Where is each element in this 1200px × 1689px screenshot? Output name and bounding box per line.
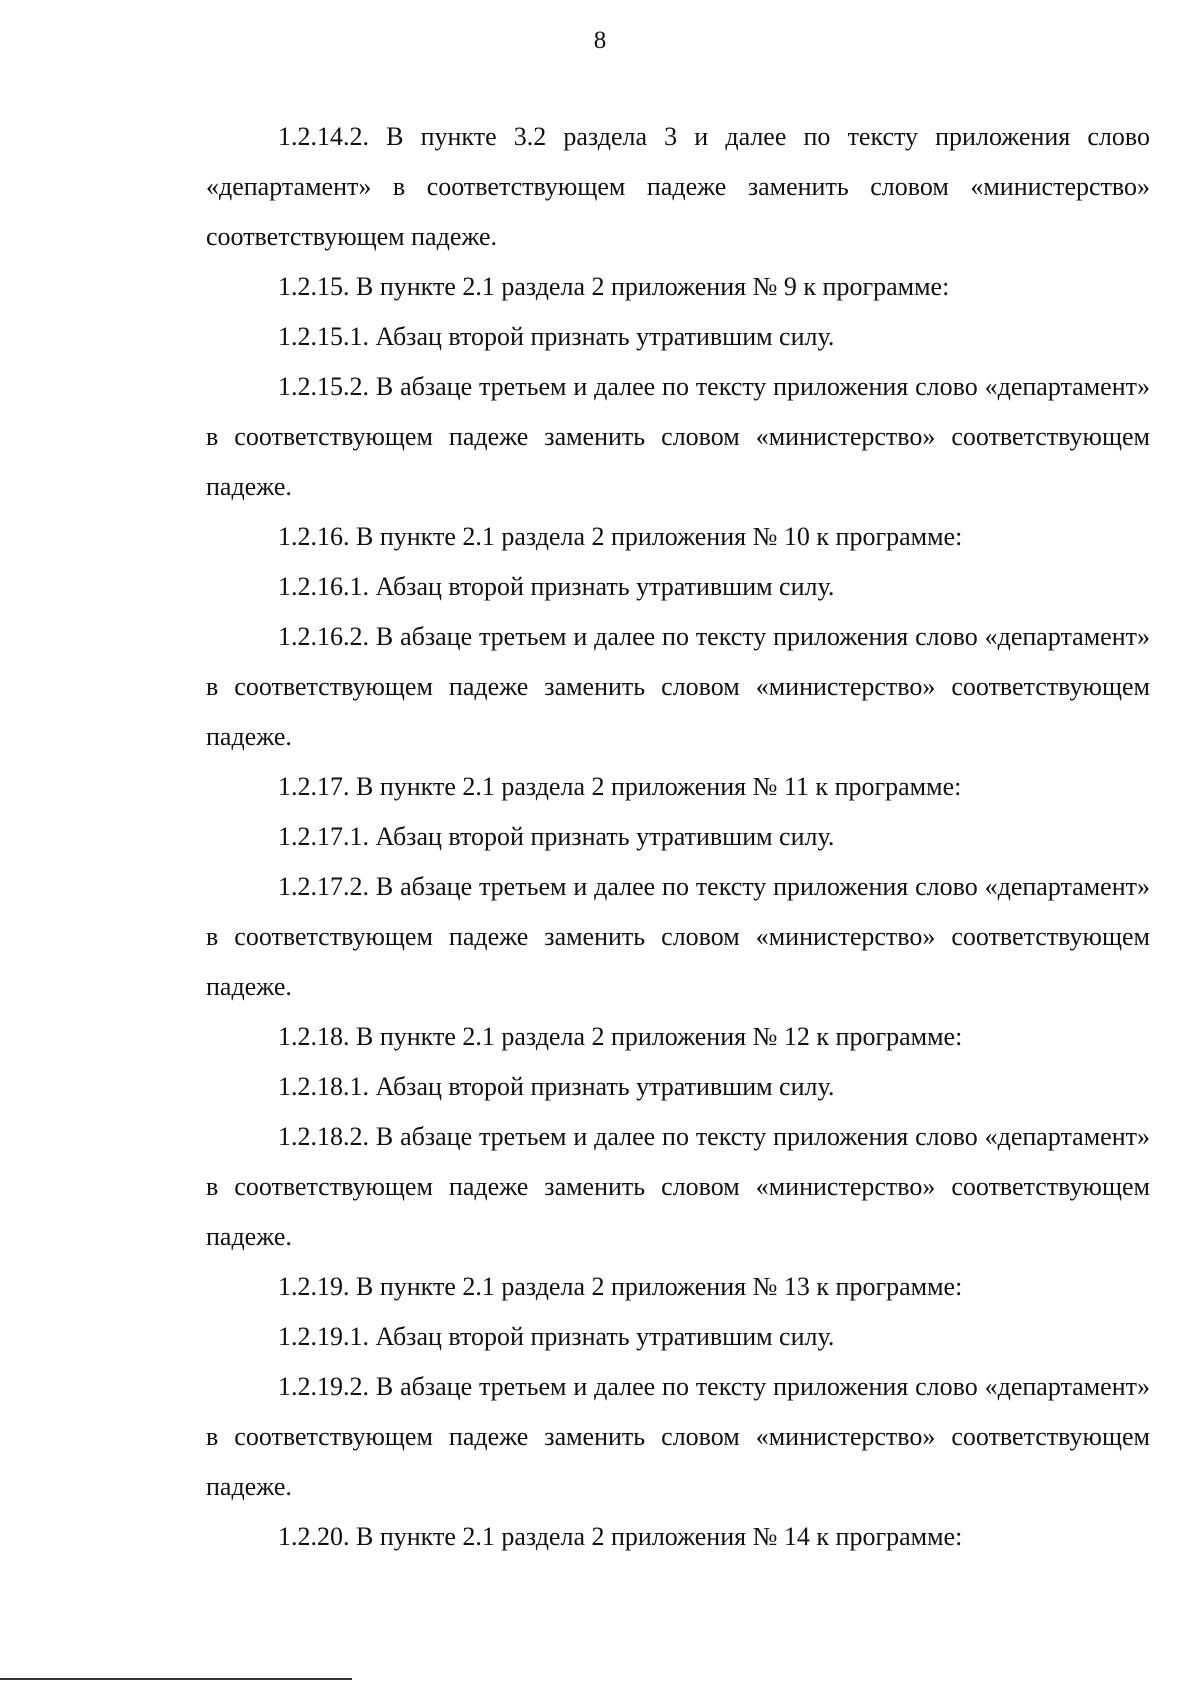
paragraph-1-2-14-2: 1.2.14.2. В пункте 3.2 раздела 3 и далее по тексту приложения слово «департамент» в соответствующем падеже заменить словом «министерство» соответствующем падеже. (206, 122, 1150, 251)
bottom-scan-rule (0, 1678, 352, 1680)
paragraph-1-2-19-1: 1.2.19.1. Абзац второй признать утратившим силу. (278, 1322, 835, 1351)
paragraph-1-2-17: 1.2.17. В пункте 2.1 раздела 2 приложения № 11 к программе: (278, 772, 962, 801)
paragraph-1-2-15-1: 1.2.15.1. Абзац второй признать утратившим силу. (278, 322, 835, 351)
paragraph-1-2-16-1: 1.2.16.1. Абзац второй признать утратившим силу. (278, 572, 835, 601)
paragraph-1-2-16: 1.2.16. В пункте 2.1 раздела 2 приложения № 10 к программе: (278, 522, 963, 551)
paragraph-1-2-15-2: 1.2.15.2. В абзаце третьем и далее по тексту приложения слово «департамент» в соответствующем падеже заменить словом «министерство» соответствующем падеже. (206, 372, 1150, 501)
paragraph-1-2-16-2: 1.2.16.2. В абзаце третьем и далее по тексту приложения слово «департамент» в соответствующем падеже заменить словом «министерство» соответствующем падеже. (206, 622, 1150, 751)
paragraph-1-2-19: 1.2.19. В пункте 2.1 раздела 2 приложения № 13 к программе: (278, 1272, 963, 1301)
paragraph-1-2-19-2: 1.2.19.2. В абзаце третьем и далее по тексту приложения слово «департамент» в соответствующем падеже заменить словом «министерство» соответствующем падеже. (206, 1372, 1150, 1501)
page-number: 8 (593, 27, 607, 54)
paragraph-1-2-15: 1.2.15. В пункте 2.1 раздела 2 приложения № 9 к программе: (278, 272, 950, 301)
paragraph-1-2-20: 1.2.20. В пункте 2.1 раздела 2 приложения № 14 к программе: (278, 1522, 963, 1551)
document-body (206, 112, 1150, 1562)
paragraph-1-2-17-2: 1.2.17.2. В абзаце третьем и далее по тексту приложения слово «департамент» в соответствующем падеже заменить словом «министерство» соответствующем падеже. (206, 872, 1150, 1001)
paragraph-1-2-18-1: 1.2.18.1. Абзац второй признать утратившим силу. (278, 1072, 835, 1101)
paragraph-1-2-18-2: 1.2.18.2. В абзаце третьем и далее по тексту приложения слово «департамент» в соответствующем падеже заменить словом «министерство» соответствующем падеже. (206, 1122, 1150, 1251)
paragraph-1-2-18: 1.2.18. В пункте 2.1 раздела 2 приложения № 12 к программе: (278, 1022, 963, 1051)
paragraph-1-2-17-1: 1.2.17.1. Абзац второй признать утратившим силу. (278, 822, 835, 851)
